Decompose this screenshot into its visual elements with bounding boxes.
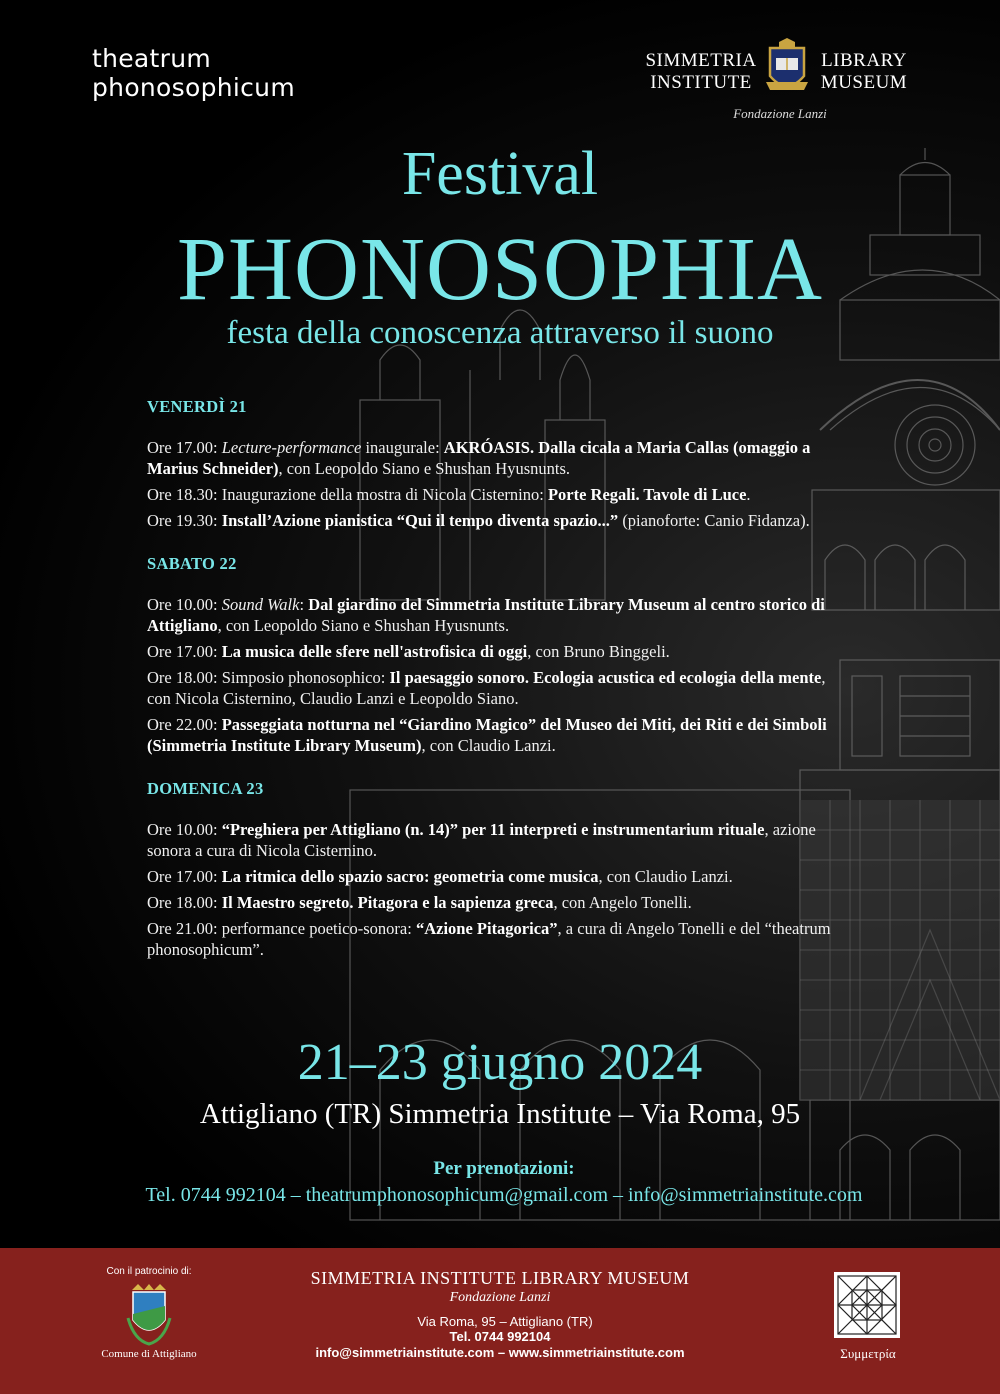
- footer-web-links[interactable]: info@simmetriainstitute.com – www.simmetriainstitute.com: [315, 1345, 685, 1360]
- logo-left-line-2: INSTITUTE: [650, 72, 752, 93]
- event-item: Ore 18.00: Simposio phonosophico: Il paesaggio sonoro. Ecologia acustica ed ecologia della mente, con Nicola Cisternino, Claudio Lanzi e Leopoldo Siano.: [147, 668, 826, 708]
- festival-title: Festival: [401, 140, 599, 208]
- simmetria-symbol-label: Συμμετρία: [840, 1346, 896, 1361]
- simmetria-symbol-icon: [834, 1272, 900, 1338]
- patronage-label: Con il patrocinio di:: [106, 1266, 192, 1277]
- program: [147, 396, 847, 965]
- event-item: Ore 17.00: La ritmica dello spazio sacro: geometria come musica, con Claudio Lanzi.: [147, 867, 733, 886]
- logo-left-text: [640, 50, 762, 94]
- logo-left-line-1: SIMMETRIA: [645, 50, 757, 71]
- booking-label: Per prenotazioni:: [433, 1158, 575, 1179]
- event-item: Ore 22.00: Passeggiata notturna nel “Giardino Magico” del Museo dei Miti, dei Riti e dei Simboli (Simmetria Institute Library Museum), con Claudio Lanzi.: [147, 715, 827, 755]
- event-item: Ore 10.00: Sound Walk: Dal giardino del Simmetria Institute Library Museum al centro storico di Attigliano, con Leopoldo Siano e Shushan Hyusnunts.: [147, 595, 825, 635]
- day-heading: SABATO 22: [147, 554, 237, 573]
- day-heading: DOMENICA 23: [147, 779, 264, 798]
- booking-contacts[interactable]: Tel. 0744 992104 – theatrumphonosophicum@gmail.com – info@simmetriainstitute.com: [145, 1184, 863, 1206]
- subtitle: festa della conoscenza attraverso il suono: [226, 315, 774, 351]
- event-item: Ore 10.00: “Preghiera per Attigliano (n. 14)” per 11 interpreti e instrumentarium rituale, azione sonora a cura di Nicola Cisternino.: [147, 820, 816, 860]
- logo-right-text: [808, 50, 920, 94]
- footer-phone[interactable]: Tel. 0744 992104: [449, 1329, 551, 1344]
- event-dates: 21–23 giugno 2024: [297, 1034, 703, 1091]
- footer: [0, 1248, 1000, 1394]
- footer-org-title: SIMMETRIA INSTITUTE LIBRARY MUSEUM: [310, 1268, 690, 1288]
- event-item: Ore 18.30: Inaugurazione della mostra di Nicola Cisternino: Porte Regali. Tavole di Luce.: [147, 485, 751, 504]
- logo-line-2: phonosophicum: [92, 73, 295, 102]
- event-place: Attigliano (TR) Simmetria Institute – Via Roma, 95: [199, 1098, 801, 1130]
- event-item: Ore 21.00: performance poetico-sonora: “Azione Pitagorica”, a cura di Angelo Tonelli e del “theatrum phonosophicum”.: [147, 919, 831, 959]
- footer-foundation: Fondazione Lanzi: [449, 1290, 551, 1305]
- logo-right-line-1: LIBRARY: [821, 50, 907, 71]
- event-item: Ore 17.00: Lecture-performance inaugurale: AKRÓASIS. Dalla cicala a Maria Callas (omaggio a Marius Schneider), con Leopoldo Siano e Shushan Hyusnunts.: [147, 438, 811, 478]
- event-item: Ore 19.30: Install’Azione pianistica “Qui il tempo diventa spazio...” (pianoforte: Canio Fidanza).: [147, 511, 810, 530]
- comune-label: Comune di Attigliano: [101, 1348, 197, 1360]
- logo-right-line-2: MUSEUM: [820, 72, 908, 93]
- footer-address: Via Roma, 95 – Attigliano (TR): [417, 1314, 593, 1329]
- logo-foundation: Fondazione Lanzi: [733, 106, 827, 121]
- simmetria-logo: [640, 36, 920, 126]
- event-item: Ore 18.00: Il Maestro segreto. Pitagora e la sapienza greca, con Angelo Tonelli.: [147, 893, 692, 912]
- main-title: PHONOSOPHIA: [176, 220, 824, 319]
- theatrum-phonosophicum-logo: [92, 44, 295, 102]
- event-item: Ore 17.00: La musica delle sfere nell'astrofisica di oggi, con Bruno Binggeli.: [147, 642, 670, 661]
- simmetria-crest-icon: [764, 38, 810, 100]
- day-heading: VENERDÌ 21: [147, 397, 247, 416]
- logo-line-1: theatrum: [92, 44, 212, 73]
